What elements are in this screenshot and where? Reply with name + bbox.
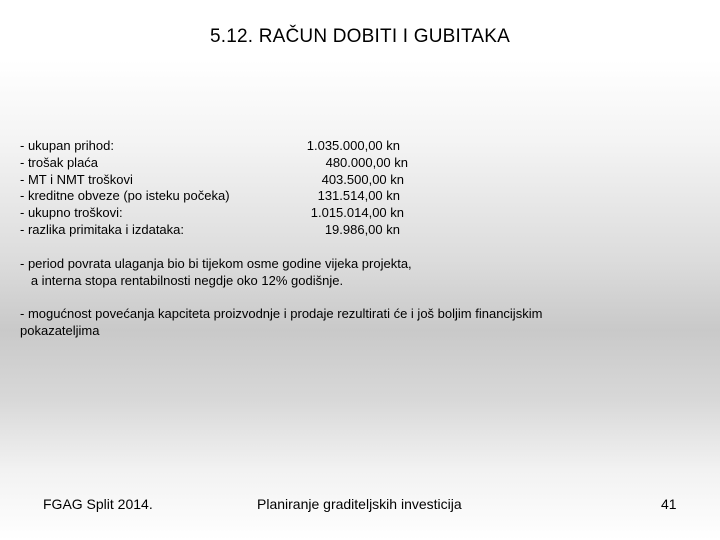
capacity-note: - mogućnost povećanja kapciteta proizvodnje i prodaje rezultirati će i još boljim financijskim pokazateljima: [20, 306, 543, 338]
row-label: - razlika primitaka i izdataka:: [20, 221, 184, 237]
row-value: 403.500,00 kn: [321, 171, 404, 187]
footer-course-title: Planiranje graditeljskih investicija: [257, 496, 462, 512]
row-value: 1.035.000,00 kn: [306, 138, 400, 153]
row-value: 480.000,00 kn: [325, 154, 408, 170]
row-label: - MT i NMT troškovi: [20, 171, 133, 187]
row-value: 19.986,00 kn: [324, 221, 400, 237]
slide-title: 5.12. RAČUN DOBITI I GUBITAKA: [209, 26, 510, 47]
page-number: 41: [661, 496, 677, 512]
row-value: 131.514,00 kn: [317, 188, 400, 204]
row-label: - trošak plaća: [20, 154, 99, 170]
payback-note: - period povrata ulaganja bio bi tijekom osme godine vijeka projekta, a interna stopa rentabilnosti negdje oko 12% godišnje.: [20, 256, 412, 288]
row-value: 1.015.014,00 kn: [310, 205, 404, 221]
row-label: - ukupan prihod:: [20, 138, 114, 153]
footer-organization: FGAG Split 2014.: [43, 496, 153, 512]
row-label: - ukupno troškovi:: [20, 205, 123, 221]
row-label: - kreditne obveze (po isteku počeka): [20, 188, 230, 204]
